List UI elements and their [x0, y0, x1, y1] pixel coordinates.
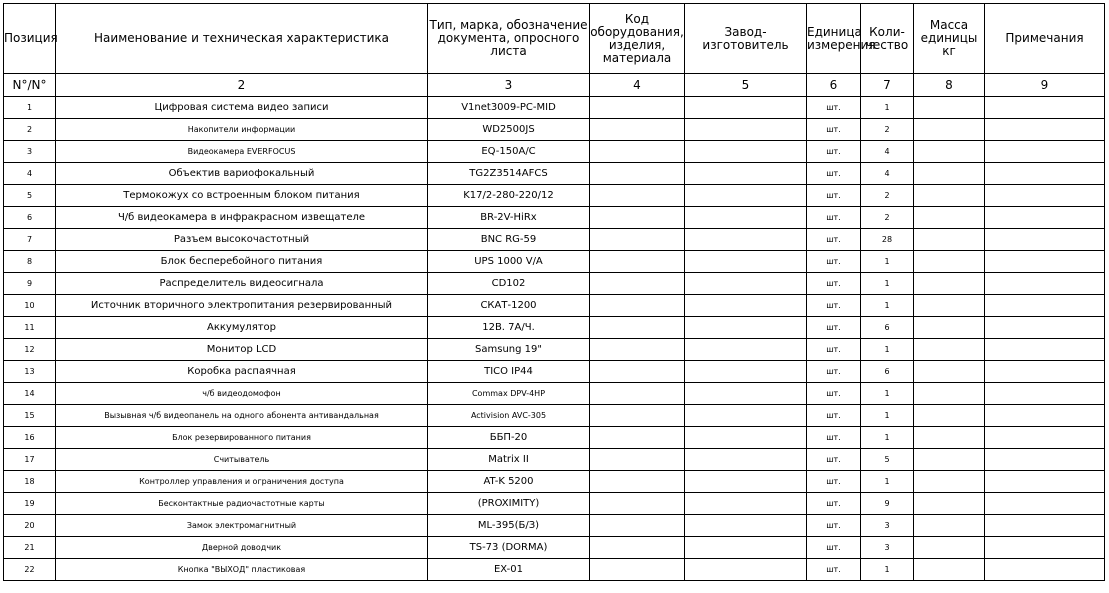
cell-type: TICO IP44 [428, 361, 590, 383]
table-row [4, 185, 1105, 207]
cell-type: СКАТ-1200 [428, 295, 590, 317]
cell-note [985, 229, 1105, 251]
cell-type: Matrix II [428, 449, 590, 471]
cell-name: Распределитель видеосигнала [56, 273, 428, 295]
cell-mass [914, 273, 985, 295]
cell-pos: 18 [4, 471, 56, 493]
cell-unit: шт. [807, 229, 861, 251]
table-row [4, 427, 1105, 449]
cell-maker [685, 361, 807, 383]
header-mass: Масса единицы кг [914, 4, 985, 74]
cell-qty: 4 [861, 163, 914, 185]
cell-pos: 17 [4, 449, 56, 471]
cell-qty: 1 [861, 273, 914, 295]
header-maker: Завод- изготовитель [685, 4, 807, 74]
cell-mass [914, 493, 985, 515]
cell-maker [685, 119, 807, 141]
cell-pos: 21 [4, 537, 56, 559]
table-row [4, 339, 1105, 361]
cell-pos: 2 [4, 119, 56, 141]
cell-note [985, 295, 1105, 317]
cell-pos: 5 [4, 185, 56, 207]
cell-pos: 12 [4, 339, 56, 361]
cell-type: Activision AVC-305 [428, 405, 590, 427]
cell-unit: шт. [807, 185, 861, 207]
cell-code [590, 449, 685, 471]
cell-code [590, 185, 685, 207]
cell-name: Цифровая система видео записи [56, 97, 428, 119]
cell-note [985, 141, 1105, 163]
cell-type: ML-395(Б/З) [428, 515, 590, 537]
header-type: Тип, марка, обозначение документа, опросного листа [428, 4, 590, 74]
cell-pos: 1 [4, 97, 56, 119]
cell-code [590, 493, 685, 515]
cell-note [985, 405, 1105, 427]
cell-qty: 3 [861, 537, 914, 559]
table-row [4, 449, 1105, 471]
table-row [4, 471, 1105, 493]
table-row [4, 119, 1105, 141]
cell-pos: 9 [4, 273, 56, 295]
cell-mass [914, 537, 985, 559]
cell-name: Источник вторичного электропитания резервированный [56, 295, 428, 317]
specification-sheet [3, 3, 1105, 581]
cell-unit: шт. [807, 559, 861, 581]
cell-mass [914, 449, 985, 471]
cell-qty: 2 [861, 185, 914, 207]
cell-unit: шт. [807, 383, 861, 405]
cell-unit: шт. [807, 449, 861, 471]
cell-unit: шт. [807, 251, 861, 273]
cell-type: 12В. 7А/Ч. [428, 317, 590, 339]
cell-qty: 1 [861, 383, 914, 405]
cell-code [590, 295, 685, 317]
cell-note [985, 383, 1105, 405]
cell-type: (PROXIMITY) [428, 493, 590, 515]
cell-qty: 1 [861, 339, 914, 361]
cell-qty: 5 [861, 449, 914, 471]
table-row [4, 559, 1105, 581]
cell-type: EQ-150A/C [428, 141, 590, 163]
cell-note [985, 537, 1105, 559]
cell-code [590, 537, 685, 559]
cell-maker [685, 427, 807, 449]
cell-type: WD2500JS [428, 119, 590, 141]
cell-maker [685, 449, 807, 471]
colnum-6: 6 [807, 74, 861, 97]
cell-name: Накопители информации [56, 119, 428, 141]
cell-qty: 1 [861, 405, 914, 427]
cell-note [985, 251, 1105, 273]
cell-note [985, 471, 1105, 493]
cell-type: K17/2-280-220/12 [428, 185, 590, 207]
cell-pos: 14 [4, 383, 56, 405]
cell-qty: 1 [861, 251, 914, 273]
cell-maker [685, 273, 807, 295]
cell-maker [685, 97, 807, 119]
cell-maker [685, 339, 807, 361]
cell-unit: шт. [807, 273, 861, 295]
cell-code [590, 207, 685, 229]
cell-note [985, 493, 1105, 515]
cell-pos: 3 [4, 141, 56, 163]
cell-type: BR-2V-HiRx [428, 207, 590, 229]
cell-pos: 11 [4, 317, 56, 339]
cell-qty: 1 [861, 471, 914, 493]
table-row [4, 295, 1105, 317]
cell-mass [914, 559, 985, 581]
cell-name: Контроллер управления и ограничения доступа [56, 471, 428, 493]
cell-code [590, 559, 685, 581]
table-row [4, 207, 1105, 229]
cell-name: Блок резервированного питания [56, 427, 428, 449]
cell-pos: 15 [4, 405, 56, 427]
cell-name: Монитор LCD [56, 339, 428, 361]
cell-qty: 1 [861, 97, 914, 119]
cell-unit: шт. [807, 163, 861, 185]
cell-note [985, 515, 1105, 537]
cell-qty: 9 [861, 493, 914, 515]
cell-note [985, 207, 1105, 229]
cell-maker [685, 537, 807, 559]
table-row [4, 493, 1105, 515]
cell-name: Считыватель [56, 449, 428, 471]
colnum-5: 5 [685, 74, 807, 97]
cell-maker [685, 207, 807, 229]
cell-code [590, 471, 685, 493]
cell-unit: шт. [807, 361, 861, 383]
cell-code [590, 361, 685, 383]
cell-code [590, 119, 685, 141]
cell-type: V1net3009-PC-MID [428, 97, 590, 119]
colnum-3: 3 [428, 74, 590, 97]
cell-code [590, 317, 685, 339]
table-row [4, 141, 1105, 163]
cell-type: EX-01 [428, 559, 590, 581]
cell-note [985, 97, 1105, 119]
cell-mass [914, 361, 985, 383]
cell-mass [914, 471, 985, 493]
cell-name: Объектив вариофокальный [56, 163, 428, 185]
cell-mass [914, 295, 985, 317]
cell-type: TS-73 (DORMA) [428, 537, 590, 559]
cell-name: Термокожух со встроенным блоком питания [56, 185, 428, 207]
cell-name: Блок бесперебойного питания [56, 251, 428, 273]
header-qty: Коли- чество [861, 4, 914, 74]
cell-type: Commax DPV-4HP [428, 383, 590, 405]
cell-unit: шт. [807, 119, 861, 141]
colnum-7: 7 [861, 74, 914, 97]
cell-unit: шт. [807, 97, 861, 119]
cell-maker [685, 317, 807, 339]
cell-unit: шт. [807, 405, 861, 427]
header-unit: Единица измерения [807, 4, 861, 74]
cell-qty: 1 [861, 295, 914, 317]
table-body [4, 97, 1105, 581]
cell-type: Samsung 19" [428, 339, 590, 361]
cell-type: BNC RG-59 [428, 229, 590, 251]
cell-maker [685, 141, 807, 163]
cell-maker [685, 251, 807, 273]
header-name: Наименование и техническая характеристика [56, 4, 428, 74]
table-row [4, 317, 1105, 339]
cell-mass [914, 97, 985, 119]
cell-unit: шт. [807, 493, 861, 515]
cell-name: Вызывная ч/б видеопанель на одного абонента антивандальная [56, 405, 428, 427]
cell-pos: 16 [4, 427, 56, 449]
cell-name: Аккумулятор [56, 317, 428, 339]
table-row [4, 383, 1105, 405]
cell-qty: 6 [861, 361, 914, 383]
cell-pos: 19 [4, 493, 56, 515]
cell-unit: шт. [807, 207, 861, 229]
cell-type: ББП-20 [428, 427, 590, 449]
cell-pos: 7 [4, 229, 56, 251]
table-row [4, 405, 1105, 427]
cell-maker [685, 515, 807, 537]
cell-code [590, 229, 685, 251]
cell-pos: 4 [4, 163, 56, 185]
cell-name: Ч/б видеокамера в инфракрасном извещателе [56, 207, 428, 229]
cell-mass [914, 383, 985, 405]
table-row [4, 229, 1105, 251]
cell-qty: 1 [861, 427, 914, 449]
cell-code [590, 383, 685, 405]
cell-pos: 22 [4, 559, 56, 581]
cell-pos: 13 [4, 361, 56, 383]
cell-note [985, 317, 1105, 339]
cell-unit: шт. [807, 317, 861, 339]
column-number-row [4, 74, 1105, 97]
cell-maker [685, 229, 807, 251]
cell-name: Кнопка "ВЫХОД" пластиковая [56, 559, 428, 581]
cell-type: AT-K 5200 [428, 471, 590, 493]
cell-mass [914, 229, 985, 251]
cell-note [985, 559, 1105, 581]
cell-code [590, 251, 685, 273]
table-row [4, 97, 1105, 119]
table-row [4, 537, 1105, 559]
header-note: Примечания [985, 4, 1105, 74]
cell-mass [914, 427, 985, 449]
cell-note [985, 119, 1105, 141]
cell-maker [685, 163, 807, 185]
cell-maker [685, 559, 807, 581]
cell-note [985, 273, 1105, 295]
header-position: Позиция [4, 4, 56, 74]
cell-maker [685, 405, 807, 427]
colnum-2: 2 [56, 74, 428, 97]
cell-name: Бесконтактные радиочастотные карты [56, 493, 428, 515]
specification-table [3, 3, 1105, 581]
cell-qty: 28 [861, 229, 914, 251]
cell-maker [685, 471, 807, 493]
cell-unit: шт. [807, 515, 861, 537]
table-row [4, 251, 1105, 273]
cell-pos: 8 [4, 251, 56, 273]
cell-maker [685, 185, 807, 207]
cell-note [985, 339, 1105, 361]
cell-mass [914, 405, 985, 427]
cell-code [590, 405, 685, 427]
cell-code [590, 163, 685, 185]
colnum-1: N°/N° [4, 74, 56, 97]
cell-name: ч/б видеодомофон [56, 383, 428, 405]
header-row [4, 4, 1105, 74]
table-row [4, 361, 1105, 383]
cell-name: Разъем высокочастотный [56, 229, 428, 251]
cell-mass [914, 339, 985, 361]
cell-pos: 10 [4, 295, 56, 317]
table-row [4, 163, 1105, 185]
cell-code [590, 141, 685, 163]
cell-mass [914, 317, 985, 339]
cell-unit: шт. [807, 295, 861, 317]
cell-mass [914, 163, 985, 185]
cell-maker [685, 295, 807, 317]
cell-note [985, 361, 1105, 383]
cell-name: Коробка распаячная [56, 361, 428, 383]
cell-qty: 2 [861, 119, 914, 141]
cell-maker [685, 493, 807, 515]
cell-name: Дверной доводчик [56, 537, 428, 559]
cell-code [590, 97, 685, 119]
cell-mass [914, 207, 985, 229]
cell-note [985, 449, 1105, 471]
cell-code [590, 339, 685, 361]
colnum-4: 4 [590, 74, 685, 97]
cell-mass [914, 515, 985, 537]
cell-name: Замок электромагнитный [56, 515, 428, 537]
cell-note [985, 163, 1105, 185]
cell-qty: 6 [861, 317, 914, 339]
table-row [4, 515, 1105, 537]
header-code: Код оборудования, изделия, материала [590, 4, 685, 74]
cell-qty: 4 [861, 141, 914, 163]
cell-pos: 6 [4, 207, 56, 229]
cell-type: UPS 1000 V/A [428, 251, 590, 273]
cell-maker [685, 383, 807, 405]
cell-name: Видеокамера EVERFOCUS [56, 141, 428, 163]
colnum-8: 8 [914, 74, 985, 97]
colnum-9: 9 [985, 74, 1105, 97]
cell-mass [914, 141, 985, 163]
cell-note [985, 427, 1105, 449]
table-row [4, 273, 1105, 295]
cell-unit: шт. [807, 141, 861, 163]
cell-qty: 2 [861, 207, 914, 229]
cell-code [590, 273, 685, 295]
cell-code [590, 427, 685, 449]
cell-qty: 1 [861, 559, 914, 581]
cell-mass [914, 119, 985, 141]
cell-mass [914, 185, 985, 207]
cell-unit: шт. [807, 339, 861, 361]
cell-type: CD102 [428, 273, 590, 295]
cell-mass [914, 251, 985, 273]
cell-type: TG2Z3514AFCS [428, 163, 590, 185]
cell-pos: 20 [4, 515, 56, 537]
cell-note [985, 185, 1105, 207]
cell-unit: шт. [807, 537, 861, 559]
cell-unit: шт. [807, 471, 861, 493]
cell-unit: шт. [807, 427, 861, 449]
cell-qty: 3 [861, 515, 914, 537]
cell-code [590, 515, 685, 537]
